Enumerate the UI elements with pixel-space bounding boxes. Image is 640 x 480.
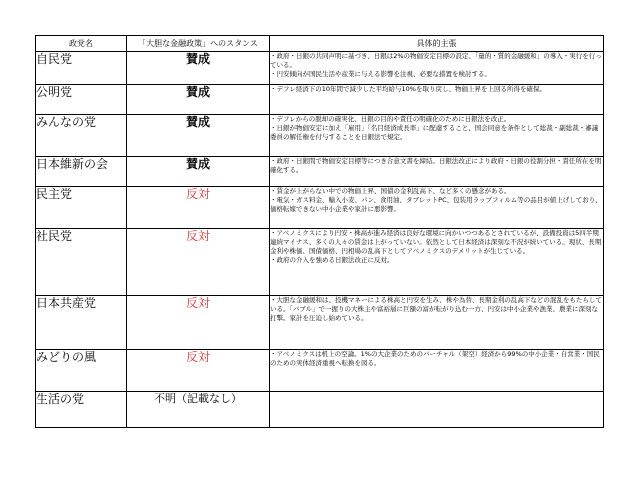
party-name: 自民党 [36,52,127,85]
detail-line: ・デフレ経済下の10年間で減少した平均給与10%を取り戻し、物価上昇を上回る所得を確保。 [270,85,546,93]
detail-line: ・政府・日銀の共同声明に基づき、日銀は2%の物価安定目標の設定、「量的・質的金融緩和」の導入・実行を行っている。 [270,52,602,69]
detail-line: ・賃金が上がらない中での物価上昇、国債の金利乱高下、など多くの懸念がある。 [270,187,511,195]
table-row [36,157,604,187]
table-row [36,229,604,296]
party-detail [270,187,604,229]
party-stance: 賛成 [127,157,270,187]
party-stance: 賛成 [127,85,270,115]
table-row [36,52,604,85]
party-name: 公明党 [36,85,127,115]
detail-line: ・政府・日銀間で物価安定目標等につき合意文書を締結。日銀法改正により政府・日銀の役割分担・責任所在を明確化する。 [270,157,602,174]
party-stance-table [35,35,604,428]
detail-line: ・政府の介入を強める日銀法改正に反対。 [270,256,394,264]
detail-line: ・大胆な金融緩和は、投機マネーによる株高と円安を生み、株や為替、長期金利の乱高下などの混乱をもたらしている。「バブル」で一握りの大株主や富裕層に巨額の富が転がり込む一方、円安は中小企業や漁業、農業に深刻な打撃。家計を圧迫し始めている。 [270,296,602,322]
party-name: 日本共産党 [36,296,127,350]
detail-line: ・円安傾向が国民生活や産業に与える影響を注視、必要な措置を検討する。 [270,70,491,78]
party-stance: 反対 [127,229,270,296]
party-detail [270,157,604,187]
table-row [36,350,604,392]
party-name: 生活の党 [36,392,127,428]
party-name: 民主党 [36,187,127,229]
party-detail [270,115,604,157]
header-stance: 「大胆な金融政策」へのスタンス [127,36,270,52]
table-row [36,115,604,157]
detail-line: ・アベノミクスは机上の空論。1%の大企業のためのバーチャル（架空）経済から99%の中小企業・自営業・国民のための実体経済重視へ転換を図る。 [270,350,600,367]
detail-line: ・アベノミクスにより円安・株高が進み経済は良好な環境に向かいつつあるとされているが、設備投資は5四半期連続マイナス、多くの人々の賃金は上がっていない。依然として日本経済は深刻な不況が続いている。現状、長期金利や株価、国債価格、円相場の乱高下としてアベノミクスのデメリットが生じている。 [270,229,602,255]
detail-line: ・デフレからの脱却の確実化、日銀の目的や責任の明確化のために日銀法を改正。 [270,115,511,123]
detail-line: ・電気・ガス料金、輸入小麦、パン、食用油、タブレットPC、包装用ラップフィルム等の品目が値上げしており、価格転嫁できない中小企業や家計に悪影響。 [270,196,602,213]
table-row [36,392,604,428]
header-party: 政党名 [36,36,127,52]
detail-line: ・日銀が物価安定に加え「雇用」「名目経済成長率」に配慮すること、国会同意を条件として総裁・副総裁・審議委員の解任権を付与することを日銀法で規定。 [270,124,599,141]
party-detail [270,296,604,350]
header-row [36,36,604,52]
header-detail: 具体的主張 [270,36,604,52]
party-stance: 反対 [127,350,270,392]
table-row [36,187,604,229]
party-stance: 賛成 [127,52,270,85]
party-detail [270,85,604,115]
party-name: みんなの党 [36,115,127,157]
party-name: みどりの風 [36,350,127,392]
table-row [36,296,604,350]
table-row [36,85,604,115]
party-detail [270,392,604,428]
party-name: 日本維新の会 [36,157,127,187]
party-detail [270,229,604,296]
party-stance: 反対 [127,296,270,350]
party-detail [270,52,604,85]
party-stance: 反対 [127,187,270,229]
party-detail [270,350,604,392]
party-stance: 賛成 [127,115,270,157]
party-name: 社民党 [36,229,127,296]
party-stance: 不明（記載なし） [127,392,270,428]
